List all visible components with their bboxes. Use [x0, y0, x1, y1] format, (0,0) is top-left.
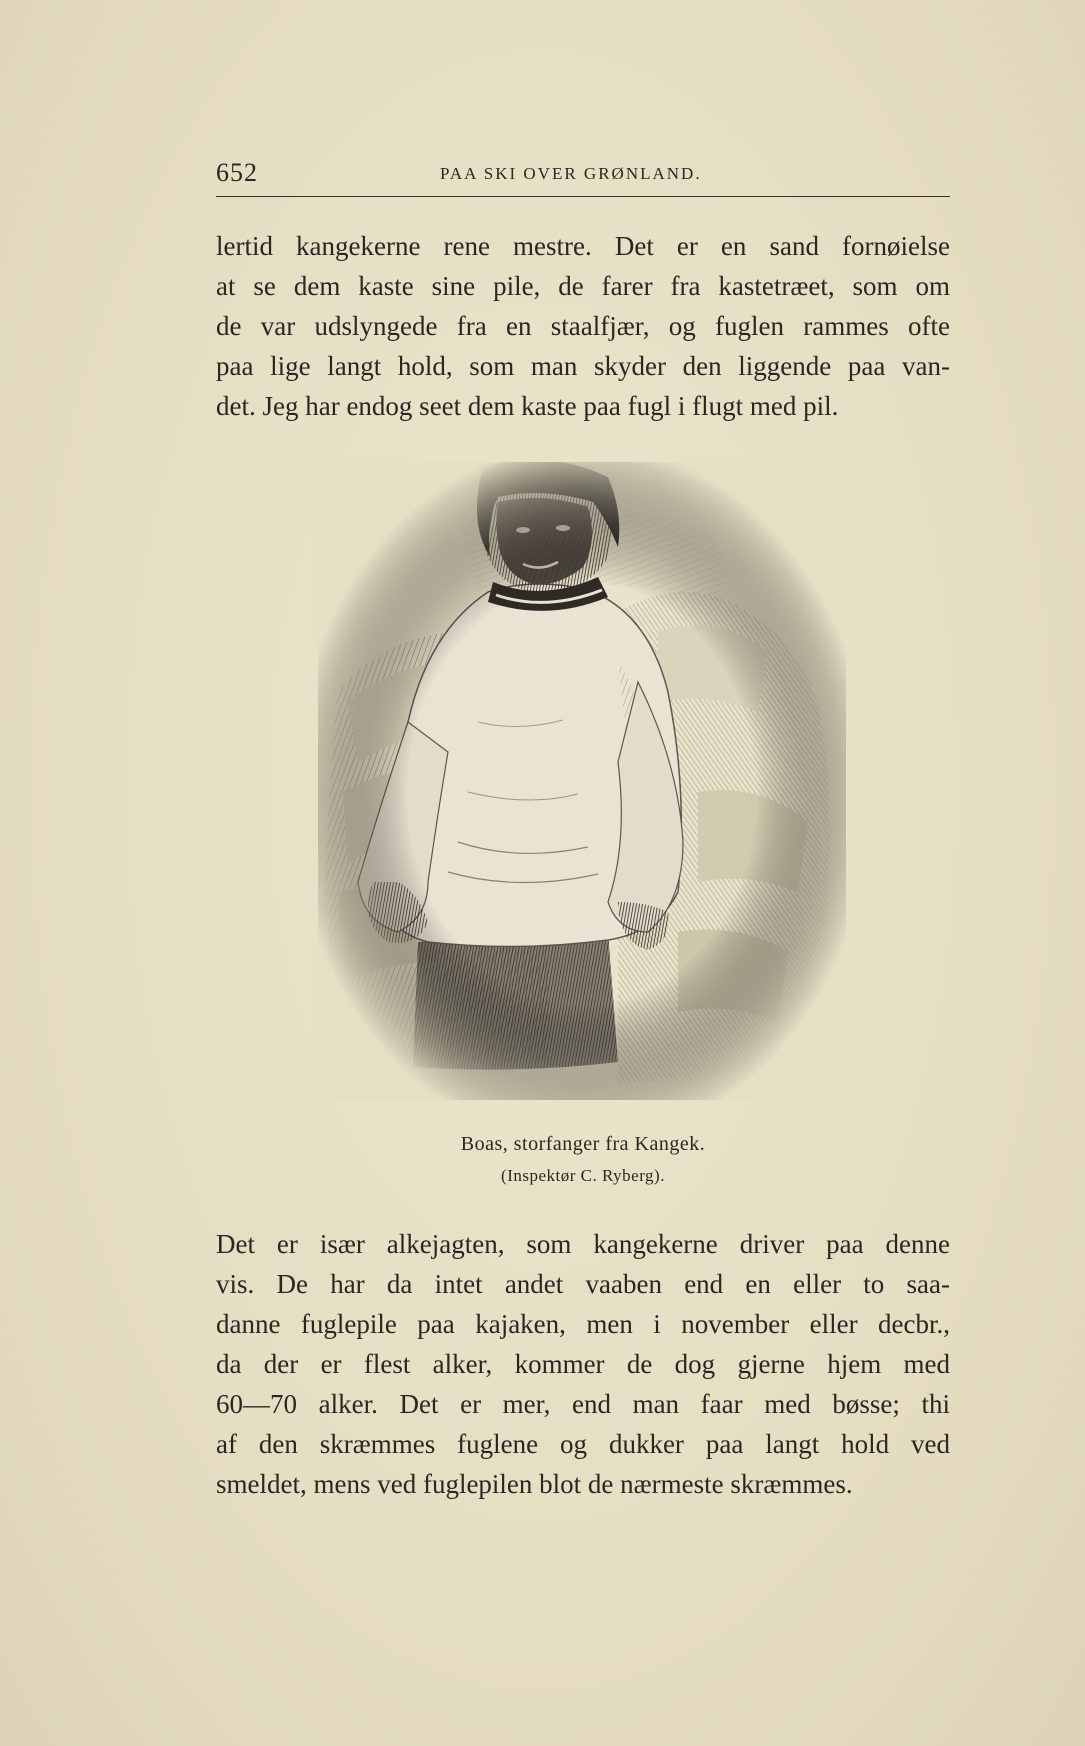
text-line: danne fuglepile paa kajaken, men i november eller decbr., [216, 1309, 950, 1339]
text-line: at se dem kaste sine pile, de farer fra kastetræet, som om [216, 271, 950, 301]
text-line: det. Jeg har endog seet dem kaste paa fugl i flugt med pil. [216, 391, 839, 421]
header-rule [216, 196, 950, 197]
text-line: smeldet, mens ved fuglepilen blot de nærmeste skræmmes. [216, 1469, 853, 1499]
text-line: 60—70 alker. Det er mer, end man faar med bøsse; thi [216, 1389, 950, 1419]
running-head: PAA SKI OVER GRØNLAND. [440, 164, 702, 183]
page-number: 652 [216, 158, 258, 187]
page-header [216, 158, 950, 188]
text-line: da der er flest alker, kommer de dog gjerne hjem med [216, 1349, 950, 1379]
text-line: Det er især alkejagten, som kangekerne driver paa denne [216, 1229, 950, 1259]
paragraph-top [216, 226, 950, 426]
paragraph-bottom [216, 1224, 950, 1504]
figure-caption: Boas, storfanger fra Kangek. [460, 1133, 706, 1155]
figure-credit: (Inspektør C. Ryberg). [501, 1166, 665, 1185]
text-line: paa lige langt hold, som man skyder den liggende paa van- [216, 351, 950, 381]
engraved-portrait-illustration [318, 462, 846, 1100]
text-line: de var udslyngede fra en staalfjær, og fuglen rammes ofte [216, 311, 950, 341]
text-line: vis. De har da intet andet vaaben end en eller to saa- [216, 1269, 950, 1299]
text-line: af den skræmmes fuglene og dukker paa langt hold ved [216, 1429, 950, 1459]
text-line: lertid kangekerne rene mestre. Det er en sand fornøielse [216, 231, 950, 261]
